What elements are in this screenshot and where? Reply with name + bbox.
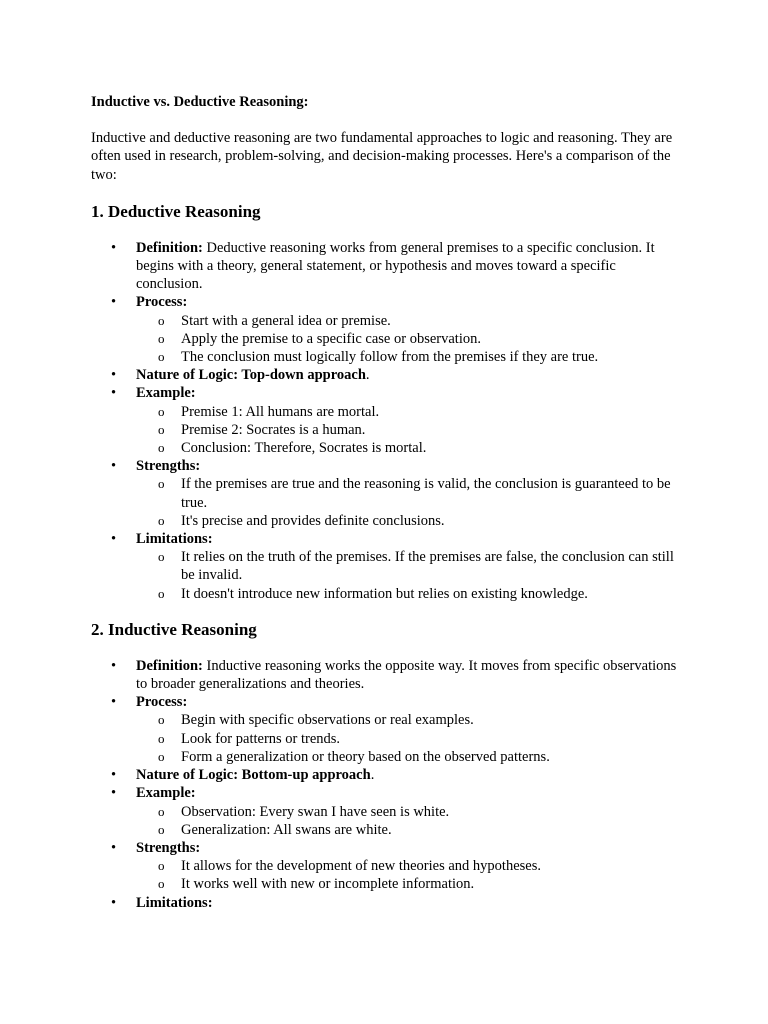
list-item xyxy=(91,657,681,693)
list-item: o Look for patterns or trends. xyxy=(136,730,681,748)
list-item xyxy=(91,530,681,603)
list-item: o It allows for the development of new theories and hypotheses. xyxy=(136,857,681,875)
process-sublist xyxy=(136,312,681,367)
deductive-list xyxy=(91,239,681,603)
list-item: o Form a generalization or theory based on the observed patterns. xyxy=(136,748,681,766)
process-label: Process: xyxy=(136,294,188,311)
limitations-sublist xyxy=(136,548,681,603)
document-body xyxy=(91,93,681,912)
example-sublist xyxy=(136,403,681,458)
list-item: o Apply the premise to a specific case or observation. xyxy=(136,330,681,348)
section-heading-inductive: 2. Inductive Reasoning xyxy=(91,619,257,639)
strengths-sublist xyxy=(136,857,681,893)
inductive-list xyxy=(91,657,681,912)
strengths-sublist xyxy=(136,475,681,530)
definition-text: Deductive reasoning works from general premises to a specific conclusion. It begins with a theory, general statement, or hypothesis and moves toward a specific conclusion. xyxy=(136,239,655,293)
list-item xyxy=(91,784,681,839)
list-item: o Start with a general idea or premise. xyxy=(136,312,681,330)
nature-suffix: . xyxy=(365,367,370,384)
list-item xyxy=(91,894,681,912)
list-item: o It relies on the truth of the premises. If the premises are false, the conclusion can still be invalid. xyxy=(136,548,681,584)
example-sublist xyxy=(136,803,681,839)
nature-label: Nature of Logic: Top-down approach xyxy=(136,367,366,384)
list-item xyxy=(91,457,681,530)
definition-label: Definition: xyxy=(136,239,203,256)
list-item: o Observation: Every swan I have seen is white. xyxy=(136,803,681,821)
example-label: Example: xyxy=(136,385,196,402)
list-item xyxy=(91,293,681,366)
nature-suffix: . xyxy=(370,767,375,784)
list-item xyxy=(91,693,681,766)
strengths-label: Strengths: xyxy=(136,458,201,475)
limitations-label: Limitations: xyxy=(136,531,213,548)
strengths-label: Strengths: xyxy=(136,839,201,856)
document-title: Inductive vs. Deductive Reasoning: xyxy=(91,94,309,110)
list-item: o It's precise and provides definite conclusions. xyxy=(136,512,681,530)
section-heading-deductive: 1. Deductive Reasoning xyxy=(91,201,261,221)
list-item: o Generalization: All swans are white. xyxy=(136,821,681,839)
list-item: o Begin with specific observations or real examples. xyxy=(136,711,681,729)
list-item: o Premise 1: All humans are mortal. xyxy=(136,403,681,421)
intro-paragraph: Inductive and deductive reasoning are two fundamental approaches to logic and reasoning. They are often used in research, problem-solving, and decision-making processes. Here's a comparison of the two: xyxy=(91,130,673,183)
example-label: Example: xyxy=(136,785,196,802)
list-item: o It works well with new or incomplete information. xyxy=(136,875,681,893)
definition-label: Definition: xyxy=(136,657,203,674)
list-item: o Conclusion: Therefore, Socrates is mortal. xyxy=(136,439,681,457)
list-item xyxy=(91,384,681,457)
list-item xyxy=(91,766,681,784)
limitations-label: Limitations: xyxy=(136,894,213,911)
process-label: Process: xyxy=(136,694,188,711)
process-sublist xyxy=(136,711,681,766)
list-item: o Premise 2: Socrates is a human. xyxy=(136,421,681,439)
definition-text: Inductive reasoning works the opposite way. It moves from specific observations to broader generalizations and theories. xyxy=(136,657,677,693)
list-item: o It doesn't introduce new information but relies on existing knowledge. xyxy=(136,585,681,603)
list-item: o The conclusion must logically follow from the premises if they are true. xyxy=(136,348,681,366)
nature-label: Nature of Logic: Bottom-up approach xyxy=(136,767,371,784)
list-item xyxy=(91,366,681,384)
list-item xyxy=(91,239,681,294)
list-item xyxy=(91,839,681,894)
list-item: o If the premises are true and the reasoning is valid, the conclusion is guaranteed to be true. xyxy=(136,475,681,511)
